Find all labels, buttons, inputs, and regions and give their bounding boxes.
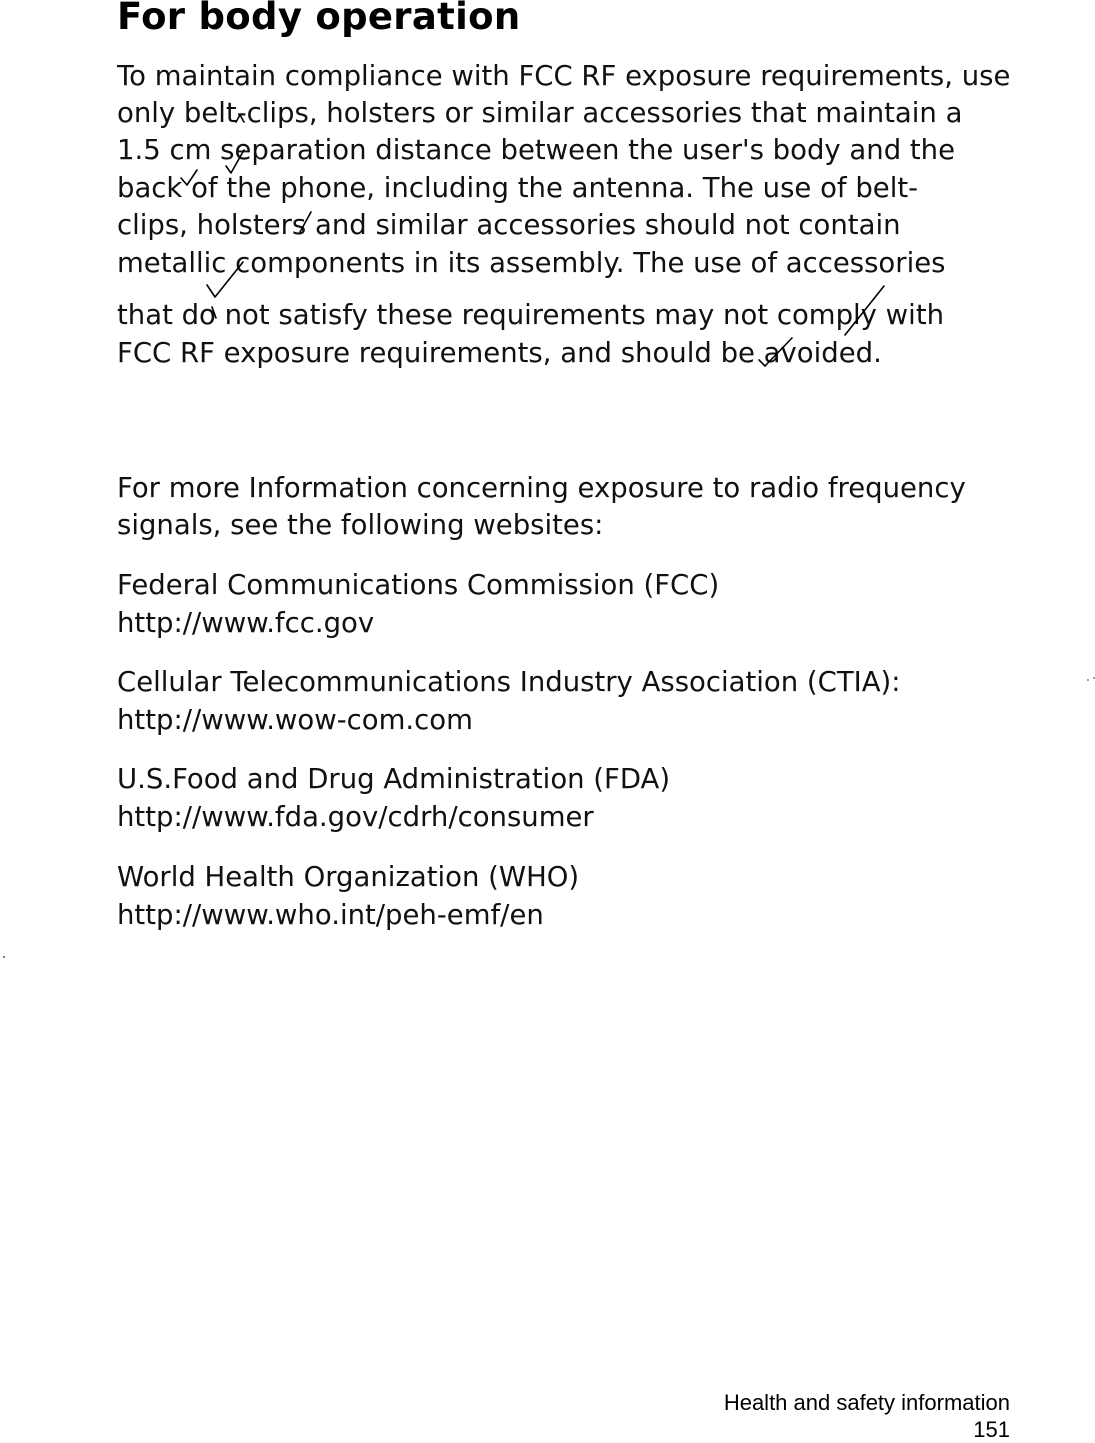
- stray-speck: [3, 956, 5, 958]
- info-line: signals, see the following websites:: [117, 509, 604, 541]
- paragraph-line: back of the phone, including the antenna. The use of belt-: [117, 172, 919, 204]
- page-number: 151: [973, 1417, 1010, 1442]
- resource-name: World Health Organization (WHO): [117, 861, 580, 893]
- paragraph-line: only belt-clips, holsters or similar accessories that maintain a: [117, 97, 963, 129]
- resource-name: Cellular Telecommunications Industry Association (CTIA):: [117, 666, 901, 698]
- paragraph-line: FCC RF exposure requirements, and should be avoided.: [117, 337, 882, 369]
- paragraph-line: that do not satisfy these requirements may not comply with: [117, 299, 945, 331]
- resource-url: http://www.fcc.gov: [117, 607, 375, 639]
- paragraph-line: metallic components in its assembly. The use of accessories: [117, 247, 946, 279]
- page-heading: For body operation: [117, 0, 521, 38]
- resource-name: U.S.Food and Drug Administration (FDA): [117, 763, 671, 795]
- info-line: For more Information concerning exposure to radio frequency: [117, 472, 966, 504]
- stray-speck: [1087, 679, 1089, 681]
- paragraph-line: clips, holsters and similar accessories should not contain: [117, 209, 901, 241]
- paragraph-line: 1.5 cm separation distance between the user's body and the: [117, 134, 956, 166]
- resource-url: http://www.wow-com.com: [117, 704, 473, 736]
- footer-section-title: Health and safety information: [723, 1390, 1010, 1415]
- resource-url: http://www.who.int/peh-emf/en: [117, 899, 544, 931]
- resource-url: http://www.fda.gov/cdrh/consumer: [117, 801, 594, 833]
- resource-name: Federal Communications Commission (FCC): [117, 569, 720, 601]
- paragraph-line: To maintain compliance with FCC RF exposure requirements, use: [117, 60, 1011, 92]
